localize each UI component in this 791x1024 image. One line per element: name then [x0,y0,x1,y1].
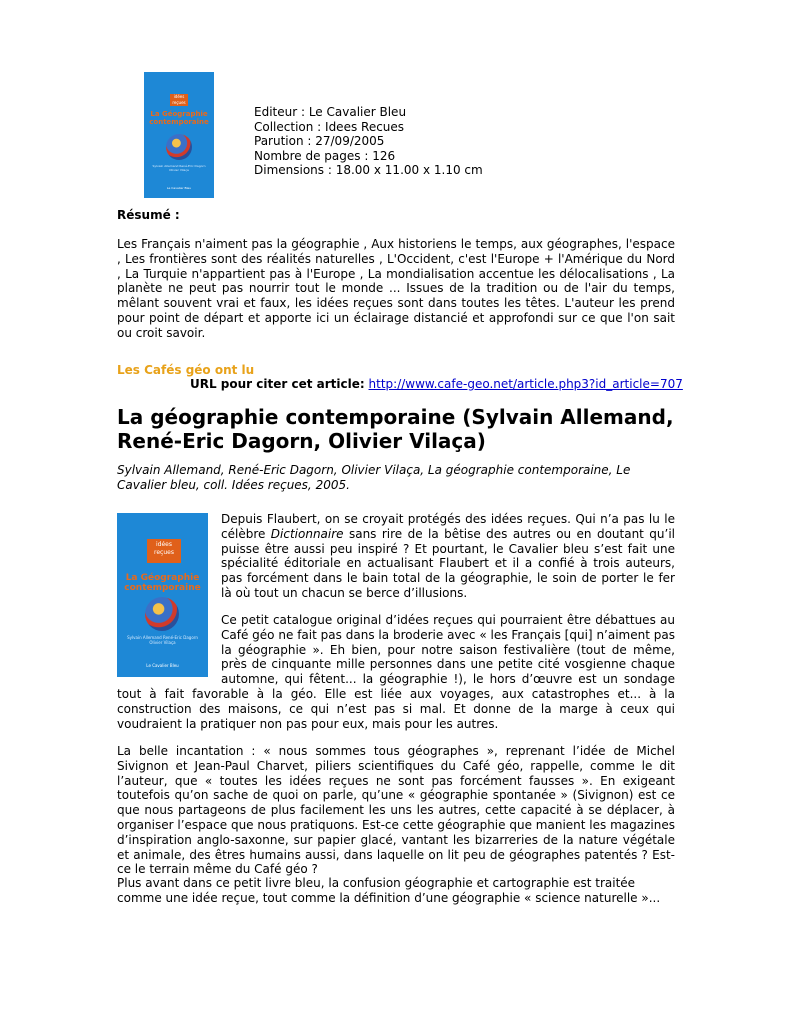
book-cover-thumbnail [144,72,214,198]
meta-editeur: Editeur : Le Cavalier Bleu [254,105,407,119]
cover-large-authors: Sylvain Allemand René-Eric Dagorn Olivier Vilaça [127,635,198,645]
cover-large-publisher: Le Cavalier Bleu [146,663,179,668]
article-paragraph-3: La belle incantation : « nous sommes tous géographes », reprenant l’idée de Michel Sivignon et Jean-Paul Charvet, piliers scientifiques du Café géo, rappelle, comme le dit l’auteur, que « toutes les idées reçues ne sont pas forcément fausses ». En exigeant toutefois qu’on sache de quoi on parle, qu’une « géographie spontanée » (Sivignon) est ce que nous partageons de plus facilement les uns les autres, cette capacité à se déplacer, à organiser l’espace que nous pratiquons. Est-ce cette géographie que manient les magazines d’inspiration anglo-saxonne, sur papier glacé, vantant les bizarreries de la nature végétale et animale, des êtres humains aussi, dans laquelle on lit peu de géographes patentés ? Est-ce le terrain même du Café géo ? [117,744,675,877]
article-paragraph-1 [221,512,675,601]
meta-pages: Nombre de pages : 126 [254,148,396,163]
globe-image [166,134,192,160]
cover-large-tag2: reçues [154,549,174,556]
cite-label: URL pour citer cet article: [190,377,365,391]
cite-url-link[interactable]: http://www.cafe-geo.net/article.php3?id_article=707 [368,377,683,391]
article-paragraph-2: Ce petit catalogue original d’idées reçues qui pourraient être débattues au Café géo ne fait pas dans la broderie avec « les Français [qui] n’aiment pas la géographie ». Eh bien, pour notre saison festivalière (tout de même, près de cinquante mille personnes dans une petite cité vosgienne chaque automne, qui fêtent... la géographie !), le hors d’œuvre est un sondage tout à fait favorable à la géo. Elle est liée aux voyages, aux catastrophes et... à la construction des maisons, ce qui n’est pas si mal. Et donne de la marge à ceux qui voudraient la pratiquer non pas pour eux, mais pour les autres. [117,613,675,731]
p1-text-after: sans rire de la bêtise des autres ou en doutant qu’il puisse être aussi peu inspiré ? Et pourtant, le Cavalier bleu s’est fait une spécialité éditoriale en actualisant Flaubert et il a confié à trois auteurs, pas forcément dans le bain total de la géographie, le soin de porter le fer là où tout un chacun se berce d’illusions. [221,526,675,600]
cover-large-tag1: idées [156,541,172,548]
cover-publisher: Le Cavalier Bleu [166,186,192,190]
meta-collection: Collection : Idees Recues [254,119,405,134]
article-title-line2: René-Eric Dagorn, Olivier Vilaça) [117,429,486,453]
book-metadata [254,105,483,178]
cite-line [190,377,683,391]
article-reference: Sylvain Allemand, René-Eric Dagorn, Olivier Vilaça, La géographie contemporaine, Le Cavalier bleu, coll. Idées reçues, 2005. [117,463,631,492]
meta-parution: Parution : 27/09/2005 [254,134,385,148]
p1-italic-dictionnaire: Dictionnaire [270,526,344,541]
cover-tag: idées reçues [170,94,188,106]
float-spacer [117,613,221,677]
article-paragraph-4: Plus avant dans ce petit livre bleu, la confusion géographie et cartographie est traitée comme une idée reçue, tout comme la définition d’une géographie « science naturelle »... [117,876,661,905]
resume-text: Les Français n'aiment pas la géographie , Aux historiens le temps, aux géographes, l'espace , Les frontières sont des réalités naturelles , L'Occident, c'est l'Europe + l'Amérique du Nord , La Turquie n'appartient pas à l'Europe , La mondialisation accentue les délocalisations , La planète ne peut pas nourrir tout le monde ... Issues de la tradition ou de l'air du temps, mêlant souvent vrai et faux, les idées reçues sont dans toutes les têtes. L'auteur les prend pour point de départ et apporte ici un éclairage distancié et approfondi sur ce que l'on sait ou croit savoir. [117,237,675,340]
section-label: Les Cafés géo ont lu [117,363,255,377]
cover-title: La Géographie contemporaine [149,110,209,126]
resume-heading: Résumé : [117,208,180,222]
cover-authors: Sylvain Allemand René-Eric Dagorn Olivier Vilaça [152,164,206,172]
p1-text-before: Depuis Flaubert, on se croyait protégés des idées reçues. Qui n’a pas lu le célèbre [221,512,675,541]
article-paragraph-2-wrap [117,613,675,731]
article-title [117,405,674,453]
cover-large-tag [147,539,181,563]
article-title-line1: La géographie contemporaine (Sylvain Allemand, [117,405,674,429]
cover-large-title: La Géographie contemporaine [124,573,201,593]
meta-dimensions: Dimensions : 18.00 x 11.00 x 1.10 cm [254,163,483,177]
